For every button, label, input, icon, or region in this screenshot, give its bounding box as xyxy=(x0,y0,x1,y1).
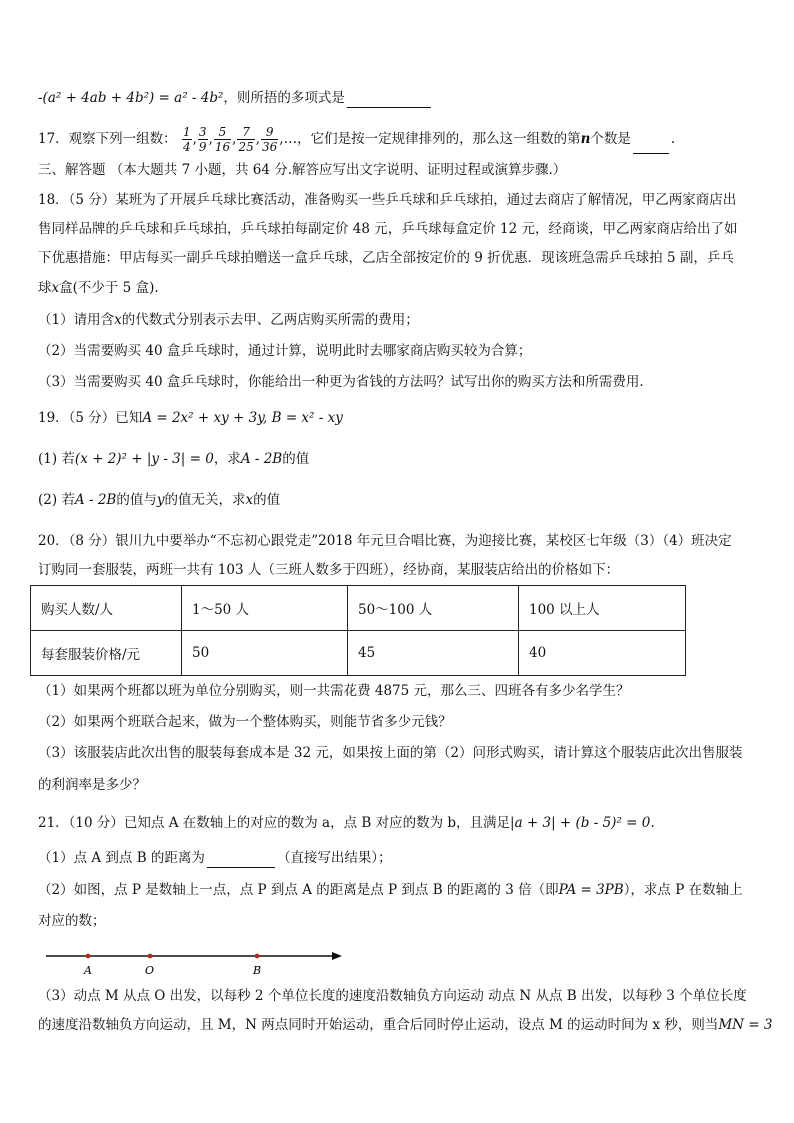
q17-fraction: $\frac{7}{25}$ xyxy=(238,125,254,154)
q18-line-2: 售同样品牌的乒乓球和乒乓球拍，乒乓球拍每副定价 48 元，乒乓球每盒定价 12 元，经商谈，甲乙两家商店给出了如 xyxy=(38,221,738,237)
table-cell: 100 以上人 xyxy=(519,586,686,631)
q21-answer-blank[interactable] xyxy=(207,853,275,868)
q21-sub-1: （1）点 A 到点 B 的距离为 （直接写出结果）； xyxy=(38,850,392,866)
point-a-dot xyxy=(86,954,91,959)
q20-sub-2: （2）如果两个班联合起来，做为一个整体购买，则能节省多少元钱？ xyxy=(38,714,452,730)
number-line-figure xyxy=(44,944,344,980)
q17: 17．观察下列一组数： $\frac{1}{4}$ , $\frac{3}{9}$ , $\frac{5}{16}$ , $\frac{7}{25}$ , $\frac{9}{36}$ ,…，它们是按一定规律排列的，那么这一组数的第n个数是 . xyxy=(38,125,676,154)
q21-sub-3b: 的速度沿数轴负方向运动，且 M，N 两点同时开始运动，重合后同时停止运动，设点 M 的运动时间为 x 秒，则当MN = 3 xyxy=(38,1017,773,1033)
point-o-dot xyxy=(148,954,153,959)
q17-fraction: $\frac{1}{4}$ xyxy=(182,125,191,154)
q20-sub-3b: 的利润率是多少？ xyxy=(38,777,146,793)
q21-condition: |a + 3| + (b - 5)² = 0 xyxy=(510,815,651,831)
point-o-label: O xyxy=(145,964,155,977)
q21-sub-3a: （3）动点 M 从点 O 出发，以每秒 2 个单位长度的速度沿数轴负方向运动 动点 N 从点 B 出发，以每秒 3 个单位长度 xyxy=(38,988,747,1004)
table-cell: 购买人数/人 xyxy=(31,586,182,631)
point-b-label: B xyxy=(253,964,262,977)
q17-fraction: $\frac{9}{36}$ xyxy=(262,125,278,154)
table-cell: 1～50 人 xyxy=(182,586,348,631)
point-a-label: A xyxy=(84,964,92,977)
q18-line-4: 球x盒(不少于 5 盒). xyxy=(38,280,159,296)
q21-sub-2b: 对应的数； xyxy=(38,913,106,929)
q20-sub-1: （1）如果两个班都以班为单位分别购买，则一共需花费 4875 元，那么三、四班各有多少名学生？ xyxy=(38,683,630,699)
arrow-icon xyxy=(332,952,342,960)
q18-sub-1: （1）请用含x的代数式分别表示去甲、乙两店购买所需的费用； xyxy=(38,312,419,328)
q18-line-1: 18．（5 分）某班为了开展乒乓球比赛活动，准备购买一些乒乓球和乒乓球拍，通过去商店了解情况，甲乙两家商店出 xyxy=(38,192,737,208)
q17-n: n xyxy=(580,131,591,147)
q17-answer-blank[interactable] xyxy=(633,139,669,154)
q18-sub-2: （2）当需要购买 40 盒乒乓球时，通过计算，说明此时去哪家商店购买较为合算； xyxy=(38,343,532,359)
table-cell: 50 xyxy=(182,631,348,676)
q20-line-2: 订购同一套服装，两班一共有 103 人（三班人数多于四班），经协商，某服装店给出的价格如下： xyxy=(38,562,620,578)
q21-head: 21．（10 分）已知点 A 在数轴上的对应的数为 a，点 B 对应的数为 b，且满足|a + 3| + (b - 5)² = 0. xyxy=(38,815,655,831)
q17-text-a: ,…，它们是按一定规律排列的，那么这一组数的第 xyxy=(279,131,581,147)
q16-expression: -(a² + 4ab + 4b²) = a² - 4b² xyxy=(38,90,224,106)
q20-sub-3a: （3）该服装店此次出售的服装每套成本是 32 元，如果按上面的第（2）问形式购买，请计算这个服装店此次出售服装 xyxy=(38,745,743,761)
q16-tail xyxy=(38,88,758,108)
q20-line-1: 20．（8 分）银川九中要举办“不忘初心跟党走”2018 年元旦合唱比赛，为迎接比赛，某校区七年级（3）（4）班决定 xyxy=(38,533,732,549)
table-cell: 每套服装价格/元 xyxy=(31,631,182,676)
q18-line-3: 下优惠措施：甲店每买一副乒乓球拍赠送一盒乒乓球，乙店全部按定价的 9 折优惠．现该班急需乒乓球拍 5 副，乒乓 xyxy=(38,250,734,266)
q17-fraction: $\frac{5}{16}$ xyxy=(214,125,231,154)
q19-expression: A = 2x² + xy + 3y, B = x² - xy xyxy=(142,410,343,426)
table-row xyxy=(31,631,686,676)
table-cell: 40 xyxy=(519,631,686,676)
q21-sub-2: （2）如图，点 P 是数轴上一点，点 P 到点 A 的距离是点 P 到点 B 的距离的 3 倍（即PA = 3PB），求点 P 在数轴上 xyxy=(38,882,743,898)
q19-part-1: (1) 若(x + 2)² + |y - 3| = 0，求A - 2B的值 xyxy=(38,451,310,467)
price-table xyxy=(30,585,686,676)
section-3-heading: 三、解答题 （本大题共 7 小题，共 64 分.解答应写出文字说明、证明过程或演算步骤.） xyxy=(38,162,567,178)
q16-answer-blank[interactable] xyxy=(347,93,431,108)
q17-prefix: 17．观察下列一组数： xyxy=(38,131,177,147)
table-row xyxy=(31,586,686,631)
q16-text: ，则所捂的多项式是 xyxy=(223,90,345,106)
q18-sub-3: （3）当需要购买 40 盒乒乓球时，你能给出一种更为省钱的方法吗？试写出你的购买方法和所需费用. xyxy=(38,374,644,390)
q17-text-b: 个数是 xyxy=(590,131,631,147)
q17-end: . xyxy=(670,131,676,147)
q17-fraction: $\frac{3}{9}$ xyxy=(198,125,207,154)
table-cell: 45 xyxy=(348,631,519,676)
table-cell: 50～100 人 xyxy=(348,586,519,631)
point-b-dot xyxy=(255,954,260,959)
q19-head: 19．（5 分）已知A = 2x² + xy + 3y, B = x² - xy xyxy=(38,410,343,426)
q19-part-2: (2) 若A - 2B的值与y的值无关，求x的值 xyxy=(38,492,281,508)
